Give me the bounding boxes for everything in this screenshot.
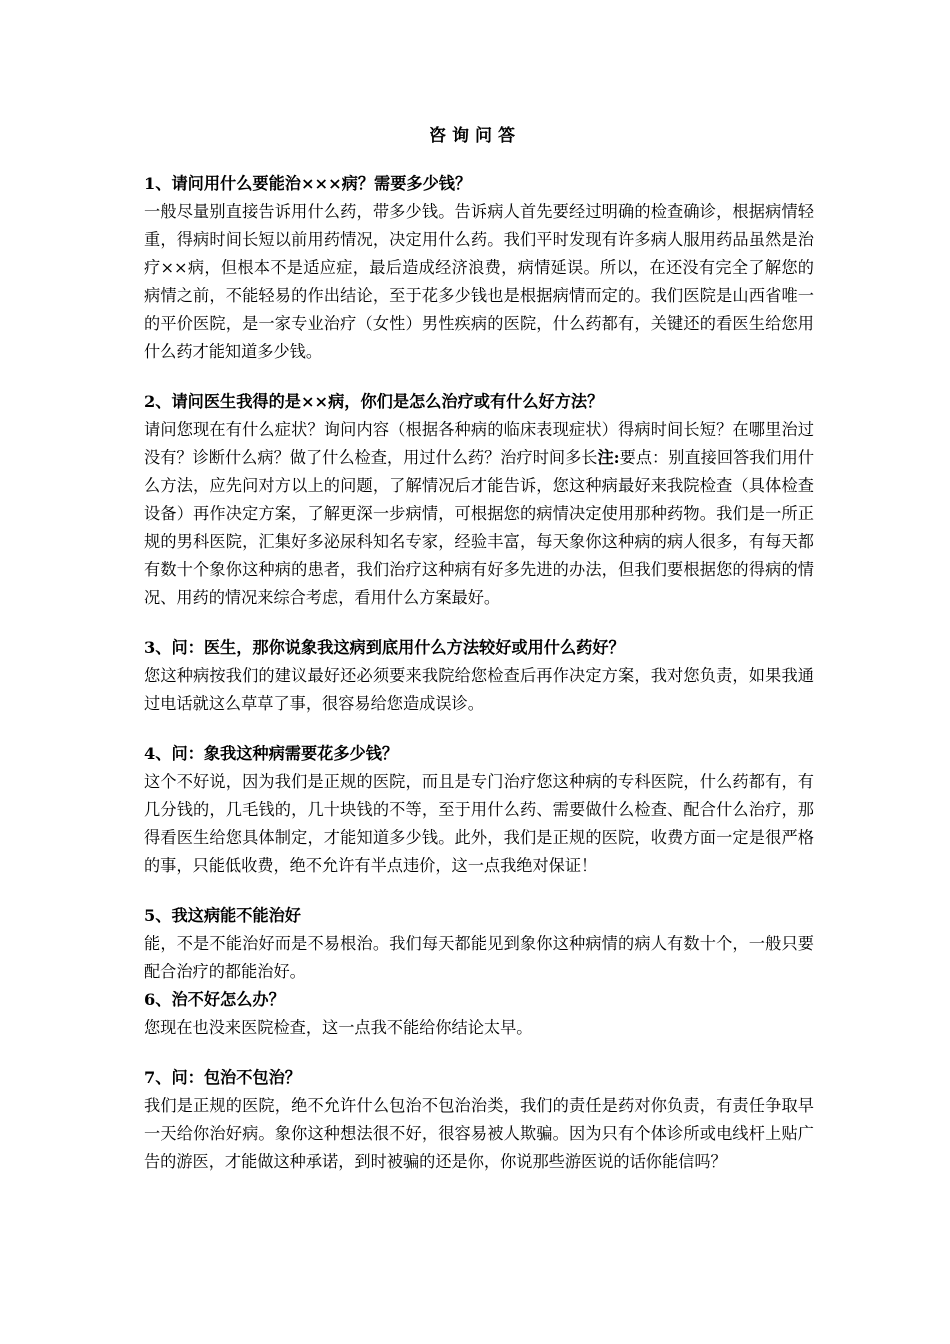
answer-5: 能，不是不能治好而是不易根治。我们每天都能见到象你这种病情的病人有数十个，一般只要配合治疗的都能治好。 <box>144 934 814 981</box>
answer-3: 您这种病按我们的建议最好还必须要来我院给您检查后再作决定方案，我对您负责，如果我通过电话就这么草草了事，很容易给您造成误诊。 <box>144 666 814 713</box>
answer-2-part-1: 请问您现在有什么症状？询问内容（根据各种病的临床表现症状）得病时间长短？在哪里治过没有？诊断什么病？做了什么检查，用过什么药？治疗时间多长 <box>144 420 814 467</box>
answer-1: 一般尽量别直接告诉用什么药，带多少钱。告诉病人首先要经过明确的检查确诊，根据病情轻重，得病时间长短以前用药情况，决定用什么药。我们平时发现有许多病人服用药品虽然是治疗××病，但根本不是适应症，最后造成经济浪费，病情延误。所以，在还没有完全了解您的病情之前，不能轻易的作出结论，至于花多少钱也是根据病情而定的。我们医院是山西省唯一的平价医院，是一家专业治疗（女性）男性疾病的医院，什么药都有，关键还的看医生给您用什么药才能知道多少钱。 <box>144 202 814 361</box>
question-3: 3、问：医生，那你说象我这病到底用什么方法较好或用什么药好？ <box>144 638 625 657</box>
qa-item-7 <box>144 1064 814 1176</box>
spacer <box>144 1042 814 1064</box>
question-7: 7、问：包治不包治？ <box>144 1068 301 1087</box>
answer-6: 您现在也没来医院检查，这一点我不能给你结论太早。 <box>144 1018 533 1037</box>
qa-item-3 <box>144 634 814 718</box>
answer-2-part-2: 要点：别直接回答我们用什么方法，应先问对方以上的问题，了解情况后才能告诉，您这种病最好来我院检查（具体检查设备）再作决定方案，了解更深一步病情，可根据您的病情决定使用那种药物。我们是一所正规的男科医院，汇集好多泌尿科知名专家，经验丰富，每天象你这种病的病人很多，有每天都有数十个象你这种病的患者，我们治疗这种病有好多先进的办法，但我们要根据您的得病的情况、用药的情况来综合考虑，看用什么方案最好。 <box>144 448 815 607</box>
spacer <box>144 612 814 634</box>
question-4: 4、问：象我这种病需要花多少钱？ <box>144 744 399 763</box>
document-title: 咨询问答 <box>429 126 521 146</box>
question-6: 6、治不好怎么办？ <box>144 990 285 1009</box>
question-1: 1、请问用什么要能治×××病？需要多少钱？ <box>144 174 472 193</box>
answer-2-note-label: 注: <box>597 448 620 467</box>
answer-2 <box>144 416 814 612</box>
qa-item-4 <box>144 740 814 880</box>
qa-item-2 <box>144 388 814 612</box>
spacer <box>144 880 814 902</box>
answer-4: 这个不好说，因为我们是正规的医院，而且是专门治疗您这种病的专科医院，什么药都有，有几分钱的，几毛钱的，几十块钱的不等，至于用什么药、需要做什么检查、配合什么治疗，那得看医生给您具体制定，才能知道多少钱。此外，我们是正规的医院，收费方面一定是很严格的事，只能低收费，绝不允许有半点违价，这一点我绝对保证！ <box>144 772 814 875</box>
qa-item-1 <box>144 170 814 366</box>
spacer <box>144 366 814 388</box>
answer-7: 我们是正规的医院，绝不允许什么包治不包治治类，我们的责任是药对你负责，有责任争取早一天给你治好病。象你这种想法很不好，很容易被人欺骗。因为只有个体诊所或电线杆上贴广告的游医，才能做这种承诺，到时被骗的还是你，你说那些游医说的话你能信吗？ <box>144 1096 814 1171</box>
question-5: 5、我这病能不能治好 <box>144 906 301 925</box>
qa-item-6 <box>144 986 814 1042</box>
spacer <box>144 718 814 740</box>
question-2: 2、请问医生我得的是××病，你们是怎么治疗或有什么好方法？ <box>144 392 604 411</box>
qa-item-5 <box>144 902 814 986</box>
qa-list <box>144 170 814 1176</box>
